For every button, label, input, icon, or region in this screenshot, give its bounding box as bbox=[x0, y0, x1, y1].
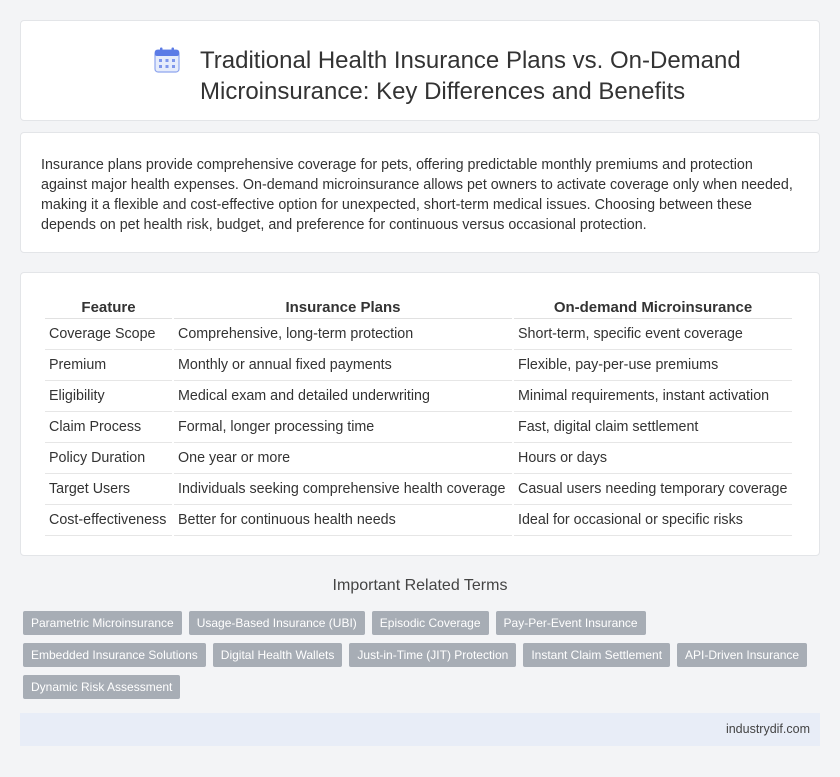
comparison-table bbox=[43, 295, 794, 536]
tag-instant-claim-settlement[interactable]: Instant Claim Settlement bbox=[523, 643, 670, 667]
row-microinsurance: Minimal requirements, instant activation bbox=[514, 381, 792, 412]
row-insurance-plans: Comprehensive, long-term protection bbox=[174, 319, 512, 350]
tag-just-in-time-protection[interactable]: Just-in-Time (JIT) Protection bbox=[349, 643, 516, 667]
intro-card bbox=[20, 132, 820, 253]
table-row bbox=[45, 474, 792, 505]
footer bbox=[20, 713, 820, 746]
page-title: Traditional Health Insurance Plans vs. On-Demand Microinsurance: Key Differences and Benefits bbox=[200, 47, 741, 105]
tag-dynamic-risk-assessment[interactable]: Dynamic Risk Assessment bbox=[23, 675, 180, 699]
row-insurance-plans: Individuals seeking comprehensive health coverage bbox=[174, 474, 512, 505]
row-feature: Premium bbox=[45, 350, 172, 381]
row-feature: Policy Duration bbox=[45, 443, 172, 474]
tag-episodic-coverage[interactable]: Episodic Coverage bbox=[372, 611, 489, 635]
row-feature: Target Users bbox=[45, 474, 172, 505]
title-card bbox=[20, 20, 820, 121]
row-feature: Eligibility bbox=[45, 381, 172, 412]
comparison-card bbox=[20, 272, 820, 556]
calendar-icon bbox=[154, 47, 180, 73]
tag-embedded-insurance-solutions[interactable]: Embedded Insurance Solutions bbox=[23, 643, 206, 667]
row-insurance-plans: Monthly or annual fixed payments bbox=[174, 350, 512, 381]
row-insurance-plans: Formal, longer processing time bbox=[174, 412, 512, 443]
table-row bbox=[45, 381, 792, 412]
table-row bbox=[45, 350, 792, 381]
table-row bbox=[45, 319, 792, 350]
intro-paragraph: Insurance plans provide comprehensive coverage for pets, offering predictable monthly premiums and protection against major health expenses. On-demand microinsurance allows pet owners to activate coverage only when needed, making it a flexible and cost-effective option for unexpected, short-term medical issues. Choosing between these depends on pet health risk, budget, and preference for continuous versus occasional protection. bbox=[41, 157, 793, 233]
table-row bbox=[45, 505, 792, 536]
row-feature: Cost-effectiveness bbox=[45, 505, 172, 536]
row-feature: Coverage Scope bbox=[45, 319, 172, 350]
row-insurance-plans: Medical exam and detailed underwriting bbox=[174, 381, 512, 412]
footer-site-link[interactable]: industrydif.com bbox=[725, 722, 810, 736]
row-microinsurance: Hours or days bbox=[514, 443, 792, 474]
row-microinsurance: Fast, digital claim settlement bbox=[514, 412, 792, 443]
row-microinsurance: Flexible, pay-per-use premiums bbox=[514, 350, 792, 381]
tag-api-driven-insurance[interactable]: API-Driven Insurance bbox=[677, 643, 807, 667]
related-terms-title: Important Related Terms bbox=[332, 577, 508, 594]
table-row bbox=[45, 412, 792, 443]
row-insurance-plans: Better for continuous health needs bbox=[174, 505, 512, 536]
header-feature: Feature bbox=[45, 295, 172, 319]
row-microinsurance: Ideal for occasional or specific risks bbox=[514, 505, 792, 536]
row-feature: Claim Process bbox=[45, 412, 172, 443]
related-terms-tags bbox=[23, 611, 823, 707]
header-insurance-plans: Insurance Plans bbox=[174, 295, 512, 319]
tag-parametric-microinsurance[interactable]: Parametric Microinsurance bbox=[23, 611, 182, 635]
tag-usage-based-insurance[interactable]: Usage-Based Insurance (UBI) bbox=[189, 611, 365, 635]
table-header-row bbox=[45, 295, 792, 319]
tag-pay-per-event-insurance[interactable]: Pay-Per-Event Insurance bbox=[496, 611, 646, 635]
tag-digital-health-wallets[interactable]: Digital Health Wallets bbox=[213, 643, 343, 667]
row-insurance-plans: One year or more bbox=[174, 443, 512, 474]
row-microinsurance: Short-term, specific event coverage bbox=[514, 319, 792, 350]
header-on-demand-microinsurance: On-demand Microinsurance bbox=[514, 295, 792, 319]
table-row bbox=[45, 443, 792, 474]
row-microinsurance: Casual users needing temporary coverage bbox=[514, 474, 792, 505]
